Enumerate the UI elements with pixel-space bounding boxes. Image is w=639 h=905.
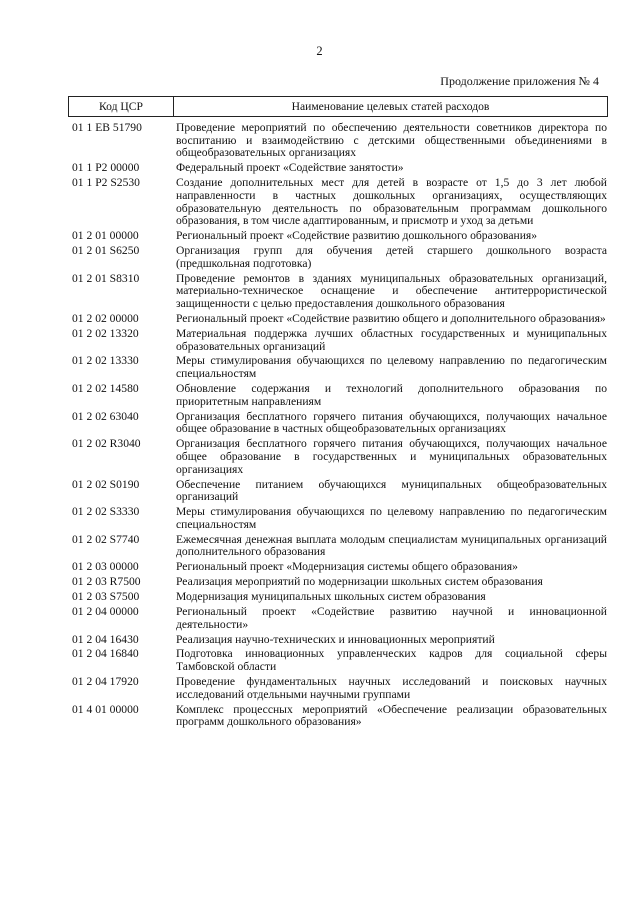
- row-name: Обновление содержания и технологий дополнительного образования по приоритетным направлениям: [176, 382, 607, 408]
- row-code: 01 2 04 17920: [72, 675, 139, 689]
- row-code: 01 2 02 63040: [72, 409, 139, 423]
- table-row: [68, 648, 608, 673]
- row-name: Региональный проект «Содействие развитию общего и дополнительного образования»: [176, 311, 606, 325]
- row-code: 01 1 ЕВ 51790: [72, 121, 142, 134]
- row-code: 01 2 01 S8310: [72, 271, 140, 285]
- row-code: 01 2 02 S0190: [72, 477, 140, 491]
- row-code: 01 1 Р2 00000: [72, 161, 140, 175]
- table-row: [68, 534, 608, 559]
- row-code: 01 1 Р2 S2530: [72, 176, 140, 190]
- table-row: [68, 245, 608, 270]
- table-row: [68, 561, 608, 574]
- page-number: 2: [316, 44, 323, 58]
- table-row: [68, 230, 608, 243]
- row-name: Проведение ремонтов в зданиях муниципальных образовательных организаций, материально-техническое оснащение и обеспечение антитеррористической защищенности с целью предоставления дошкольного образования: [176, 271, 607, 311]
- row-code: 01 2 03 R7500: [72, 575, 141, 589]
- row-name: Меры стимулирования обучающихся по целевому направлению по педагогическим специальностям: [176, 354, 607, 381]
- row-name: Региональный проект «Модернизация системы общего образования»: [176, 560, 518, 574]
- row-name: Ежемесячная денежная выплата молодым специалистам муниципальных организаций дополнительного образования: [176, 532, 607, 559]
- row-code: 01 2 02 13330: [72, 354, 139, 368]
- row-name: Создание дополнительных мест для детей в возрасте от 1,5 до 3 лет любой направленности в частных дошкольных организациях, осуществляющих образовательную деятельность по образовательным программам дошкольного образования, в том числе адаптированным, и присмотр и уход за детьми: [176, 176, 607, 228]
- row-code: 01 2 04 16840: [72, 647, 139, 661]
- row-code: 01 2 03 S7500: [72, 590, 140, 604]
- row-name: Модернизация муниципальных школьных систем образования: [176, 590, 486, 604]
- row-code: 01 2 02 14580: [72, 382, 139, 396]
- row-name: Федеральный проект «Содействие занятости»: [176, 161, 404, 175]
- table-body: [68, 122, 608, 729]
- table-row: [68, 606, 608, 631]
- table-row: [68, 162, 608, 175]
- row-name: Организация бесплатного горячего питания обучающихся, получающих начальное общее образование в частных общеобразовательных организациях: [176, 409, 607, 436]
- row-name: Региональный проект «Содействие развитию научной и инновационной деятельности»: [176, 604, 607, 631]
- row-code: 01 2 02 R3040: [72, 437, 141, 451]
- table-row: [68, 438, 608, 476]
- table-row: [68, 634, 608, 647]
- row-name: Проведение мероприятий по обеспечению деятельности советников директора по воспитанию и взаимодействию с детскими общественными объединениями в общеобразовательных организациях: [176, 121, 607, 160]
- table-row: [68, 506, 608, 531]
- row-code: 01 4 01 00000: [72, 702, 139, 716]
- appendix-continuation-note: Продолжение приложения № 4: [440, 74, 599, 88]
- table-row: [68, 676, 608, 701]
- row-name: Организация групп для обучения детей старшего дошкольного возраста (предшкольная подготовка): [176, 244, 607, 270]
- row-name: Материальная поддержка лучших областных государственных и муниципальных образовательных организаций: [176, 326, 607, 353]
- row-code: 01 2 02 S7740: [72, 532, 140, 546]
- table-row: [68, 273, 608, 311]
- row-name: Меры стимулирования обучающихся по целевому направлению по педагогическим специальностям: [176, 505, 607, 531]
- table-header: [68, 96, 608, 117]
- column-header-code: Код ЦСР: [69, 97, 174, 116]
- row-code: 01 2 02 13320: [72, 326, 139, 340]
- row-code: 01 2 02 S3330: [72, 505, 140, 519]
- row-name: Комплекс процессных мероприятий «Обеспечение реализации образовательных программ дошкольного образования»: [176, 702, 607, 729]
- table-row: [68, 383, 608, 408]
- row-name: Подготовка инновационных управленческих кадров для социальной сферы Тамбовской области: [176, 647, 607, 674]
- table-row: [68, 313, 608, 326]
- table-row: [68, 122, 608, 160]
- budget-table: [68, 96, 608, 731]
- table-row: [68, 576, 608, 589]
- table-row: [68, 479, 608, 504]
- table-row: [68, 177, 608, 228]
- row-name: Организация бесплатного горячего питания обучающихся, получающих начальное общее образование в государственных и муниципальных образовательных организациях: [176, 437, 607, 476]
- column-header-name: Наименование целевых статей расходов: [291, 100, 490, 113]
- row-code: 01 2 02 00000: [72, 311, 139, 325]
- row-name: Реализация научно-технических и инновационных мероприятий: [176, 632, 495, 646]
- table-row: [68, 704, 608, 729]
- table-row: [68, 328, 608, 353]
- row-name: Региональный проект «Содействие развитию дошкольного образования»: [176, 229, 538, 243]
- row-name: Обеспечение питанием обучающихся муниципальных общеобразовательных организаций: [176, 477, 607, 504]
- table-row: [68, 355, 608, 380]
- row-code: 01 2 04 16430: [72, 632, 139, 646]
- table-row: [68, 411, 608, 436]
- row-code: 01 2 04 00000: [72, 604, 139, 618]
- row-code: 01 2 01 00000: [72, 229, 139, 243]
- table-row: [68, 591, 608, 604]
- row-code: 01 2 01 S6250: [72, 244, 140, 258]
- row-code: 01 2 03 00000: [72, 560, 139, 574]
- row-name: Реализация мероприятий по модернизации школьных систем образования: [176, 575, 543, 589]
- row-name: Проведение фундаментальных научных исследований и поисковых научных исследований отдельными научными группами: [176, 675, 607, 701]
